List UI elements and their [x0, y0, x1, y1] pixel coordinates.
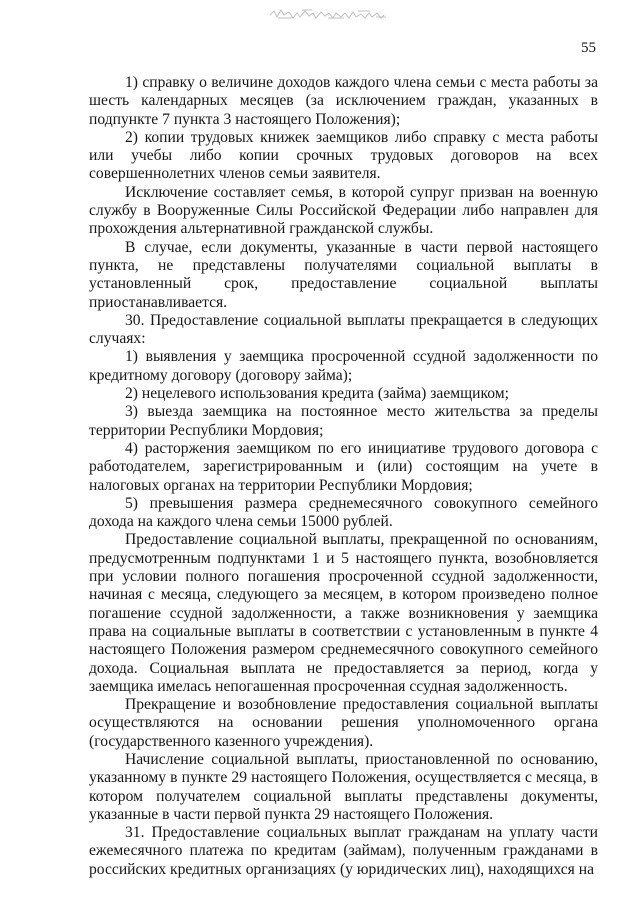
paragraph-item-30-case-4: 4) расторжения заемщиком по его инициативе трудового договора с работодателем, зарегистрированным и (или) состоящим на учете в налоговых органах на территории Республики Мордовия; [89, 439, 598, 494]
paragraph-item-30-intro: 30. Предоставление социальной выплаты прекращается в следующих случаях: [89, 311, 598, 348]
page-number: 55 [581, 40, 596, 56]
paragraph-accrual: Начисление социальной выплаты, приостановленной по основанию, указанному в пункте 29 настоящего Положения, осуществляется с месяца, в котором получателем социальной выплаты представлены документы, указанные в части первой пункта 29 настоящего Положения. [89, 750, 598, 823]
paragraph-income-certificate: 1) справку о величине доходов каждого члена семьи с места работы за шесть календарных месяцев (за исключением граждан, указанных в подпункте 7 пункта 3 настоящего Положения); [89, 74, 598, 128]
paragraph-employment-records: 2) копии трудовых книжек заемщиков либо справку с места работы или учебы либо копии срочных трудовых договоров на всех совершеннолетних членов семьи заявителя. [89, 128, 598, 183]
paragraph-item-30-case-2: 2) нецелевого использования кредита (займа) заемщиком; [125, 385, 509, 403]
faint-stamp-mark [268, 6, 394, 22]
paragraph-resumption: Предоставление социальной выплаты, прекращенной по основаниям, предусмотренным подпунктами 1 и 5 настоящего пункта, возобновляется при условии полного погашения просроченной ссудной задолженности, начиная с месяца, следующего за месяцем, в котором произведено полное погашение ссудной задолженности, а также возникновения у заемщика права на социальные выплаты в соответствии с установленным в пункте 4 настоящего Положения размером среднемесячного совокупного семейного дохода. Социальная выплата не предоставляется за период, когда у заемщика имелась непогашенная просроченная ссудная задолженность. [89, 531, 598, 695]
paragraph-decision-authority: Прекращение и возобновление предоставления социальной выплаты осуществляются на основании решения уполномоченного органа (государственного казенного учреждения). [89, 696, 598, 750]
paragraph-item-30-case-3: 3) выезда заемщика на постоянное место жительства за пределы территории Республики Мордовия; [89, 403, 598, 439]
paragraph-item-30-case-5: 5) превышения размера среднемесячного совокупного семейного дохода на каждого члена семьи 15000 рублей. [89, 494, 598, 531]
paragraph-military-exception: Исключение составляет семья, в которой супруг призван на военную службу в Вооруженные Силы Российской Федерации либо направлен для прохождения альтернативной гражданской службы. [89, 183, 598, 238]
document-body [89, 74, 598, 879]
paragraph-suspension: В случае, если документы, указанные в части первой настоящего пункта, не представлены получателями социальной выплаты в установленный срок, предоставление социальной выплаты приостанавливается. [89, 238, 598, 311]
paragraph-item-31: 31. Предоставление социальных выплат гражданам на уплату части ежемесячного платежа по кредитам (займам), полученным гражданами в российских кредитных организациях (у юридических лиц), находящихся на [89, 824, 598, 878]
paragraph-item-30-case-1: 1) выявления у заемщика просроченной ссудной задолженности по кредитному договору (договору займа); [89, 348, 598, 384]
